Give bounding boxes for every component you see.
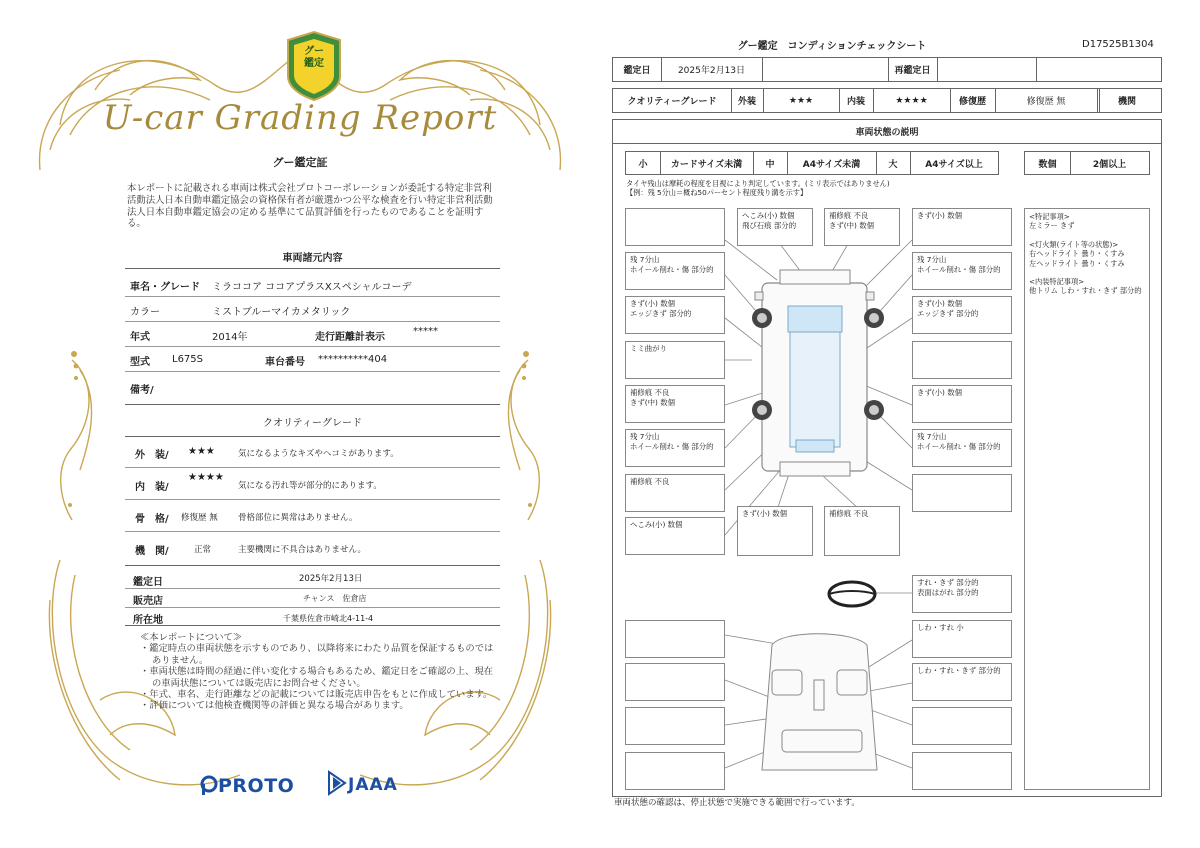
divider <box>125 268 500 269</box>
tire-label-front-right: 残 7分山 ホイール削れ・傷 部分的 <box>912 252 1012 290</box>
quality-grade-label: クオリティーグレード <box>627 97 717 107</box>
reappraisal-label: 再鑑定日 <box>894 66 931 76</box>
size-small-desc: カードサイズ未満 <box>670 159 743 170</box>
note-item: ・鑑定時点の車両状態を示すものであり、以降将来にわたり品質を保証するものではありません。 <box>140 643 494 666</box>
mileage-label: 走行距離計表示 <box>315 332 385 343</box>
frame-value: 修復歴 無 <box>181 513 218 523</box>
damage-label-front-door-left: きず(小) 数個 エッジきず 部分的 <box>625 296 725 334</box>
grade-row <box>612 88 1162 113</box>
notes-title: ≪本レポートについて≫ <box>140 632 243 643</box>
light-item: 左ヘッドライト 曇り・くすみ <box>1029 258 1125 268</box>
engine-label: 機関 <box>1117 97 1136 107</box>
exterior-stars: ★★★ <box>788 95 814 106</box>
grade-heading: クオリティーグレード <box>263 418 362 429</box>
exterior-label: 外装 <box>737 97 756 107</box>
divider <box>125 588 500 589</box>
empty-label-box <box>912 474 1012 512</box>
note-item: ・車両状態は時間の経過に伴い変化する場合もあるため、鑑定日をご確認の上、現在の車両状態については販売店にお問合せください。 <box>140 666 493 689</box>
divider <box>125 346 500 347</box>
sheet-title: グー鑑定 コンディションチェックシート <box>737 41 927 52</box>
damage-label-front-left: へこみ(小) 数個 飛び石痕 部分的 <box>737 208 813 246</box>
name-value: ミラココア ココアプラスXスペシャルコーデ <box>212 282 412 293</box>
year-value: 2014年 <box>212 332 248 343</box>
divider <box>125 371 500 372</box>
divider <box>125 296 500 297</box>
damage-label-rear-left: へこみ(小) 数個 <box>625 517 725 555</box>
jaaa-logo-icon <box>327 770 347 796</box>
proto-logo-icon <box>200 774 218 796</box>
certificate-body: 本レポートに記載される車両は株式会社プロトコーポレーションが委託する特定非営利活動法人日本自動車鑑定協会の資格保有者が厳選かつ公平な検査を行い特定非営利活動法人日本自動車鑑定協会の定める基準にて品質評価を行ったものであることを証明する。 <box>127 183 493 230</box>
divider <box>125 565 500 566</box>
appraisal-date-label: 鑑定日 <box>133 577 163 588</box>
engine-value: 正常 <box>194 545 212 555</box>
tire-label-rear-left: 残 7分山 ホイール削れ・傷 部分的 <box>625 429 725 467</box>
size-small: 小 <box>638 159 648 170</box>
count-desc: 2個以上 <box>1092 159 1127 170</box>
appraisal-date: 2025年2月13日 <box>299 574 363 584</box>
damage-label-front-right: 補修痕 不良 きず(中) 数個 <box>824 208 900 246</box>
count-label: 数個 <box>1038 159 1057 170</box>
engine-label: 機 関/ <box>135 546 169 557</box>
script-title: U-car Grading Report <box>102 98 498 138</box>
emblem-text: グー 鑑定 <box>304 46 324 69</box>
frame-desc: 骨格部位に異常はありません。 <box>238 513 358 523</box>
color-label: カラー <box>130 307 160 318</box>
note-item: ・年式、車名、走行距離などの記載については販売店申告をもとに作成しています。 <box>140 689 493 701</box>
damage-label-rear-bumper: きず(小) 数個 <box>737 506 813 556</box>
empty-label-box <box>912 707 1012 745</box>
special-notes <box>1024 208 1150 790</box>
frame-label: 骨 格/ <box>135 514 169 525</box>
exterior-label: 外 装/ <box>135 450 169 461</box>
proto-logo: PROTO <box>218 775 295 797</box>
empty-label-box <box>625 663 725 701</box>
name-label: 車名・グレード <box>130 282 200 293</box>
empty-label-box <box>625 707 725 745</box>
tire-label-front-left: 残 7分山 ホイール削れ・傷 部分的 <box>625 252 725 290</box>
dealer-name: チャンス 佐倉店 <box>303 594 367 603</box>
divider <box>125 499 500 500</box>
chassis-value: **********404 <box>318 354 388 365</box>
damage-label-rear-door-left: 補修痕 不良 きず(中) 数個 <box>625 385 725 423</box>
tire-label-rear-right: 残 7分山 ホイール削れ・傷 部分的 <box>912 429 1012 467</box>
divider <box>125 607 500 608</box>
empty-label-box <box>625 620 725 658</box>
size-large-desc: A4サイズ以上 <box>925 159 983 170</box>
repair-history-value: 修復歴 無 <box>1026 97 1066 107</box>
empty-label-box <box>625 208 725 246</box>
report-notes <box>140 632 495 712</box>
damage-label-mirror: ミミ曲がり <box>625 341 725 379</box>
damage-label-bonnet: きず(小) 数個 <box>912 208 1012 246</box>
divider <box>125 321 500 322</box>
damage-label-rear-quarter: 補修痕 不良 <box>625 474 725 512</box>
dealer-address: 千葉県佐倉市崎北4-11-4 <box>283 614 374 623</box>
year-label: 年式 <box>130 332 150 343</box>
interior-label: 内装 <box>846 97 865 107</box>
count-legend <box>1024 151 1150 175</box>
divider <box>125 625 500 626</box>
date-row <box>612 57 1162 82</box>
legend-heading: 車両状態の説明 <box>613 120 1161 144</box>
damage-label-back-door: 補修痕 不良 <box>824 506 900 556</box>
engine-value <box>1100 89 1160 112</box>
special-item: 左ミラー きず <box>1029 221 1075 231</box>
interior-label-seat: しわ・すれ 小 <box>912 620 1012 658</box>
date-label: 鑑定日 <box>623 66 651 76</box>
lights-title: <灯火類(ライト等の状態)> <box>1029 239 1119 249</box>
sheet-id: D17525B1304 <box>1082 39 1154 50</box>
light-item: 右ヘッドライト 曇り・くすみ <box>1029 249 1125 259</box>
special-title: <特記事項> <box>1029 212 1070 221</box>
exterior-stars: ★★★ <box>188 446 215 457</box>
certificate-title: グー鑑定証 <box>272 156 328 169</box>
divider <box>125 436 500 437</box>
interior-stars: ★★★★ <box>895 95 928 106</box>
interior-title: <内装特記事項> <box>1029 277 1085 287</box>
jaaa-logo: JAAA <box>348 775 398 795</box>
tire-note-1: タイヤ残山は摩耗の程度を目視により判定しています。(ミリ表示ではありません) <box>626 179 890 188</box>
interior-label-steering: すれ・きず 部分的 表面はがれ 部分的 <box>912 575 1012 613</box>
divider <box>125 467 500 468</box>
remarks-label: 備考/ <box>130 385 154 396</box>
address-label: 所在地 <box>133 615 163 626</box>
spec-heading: 車両諸元内容 <box>282 253 343 264</box>
divider <box>125 404 500 405</box>
chassis-label: 車台番号 <box>265 357 305 368</box>
exterior-desc: 気になるようなキズやヘコミがあります。 <box>238 449 399 459</box>
empty-label-box <box>912 341 1012 379</box>
model-value: L675S <box>172 354 204 365</box>
car-interior-view-icon <box>762 634 877 770</box>
mileage-value: ***** <box>413 326 438 337</box>
empty-label-box <box>625 752 725 790</box>
divider <box>125 531 500 532</box>
tire-note-2: 【例：残 5分山＝概ね50パーセント程度残り溝を示す】 <box>626 188 808 197</box>
repair-history-label: 修復歴 <box>958 97 986 107</box>
interior-stars: ★★★★ <box>188 472 224 483</box>
dealer-label: 販売店 <box>133 596 163 607</box>
car-top-view-icon <box>752 270 884 476</box>
interior-item: 他トリム しわ・すれ・きず 部分的 <box>1029 286 1142 296</box>
note-item: ・評価については他検査機関等の評価と異なる場合があります。 <box>140 700 409 712</box>
color-value: ミストブルーマイカメタリック <box>212 307 351 318</box>
model-label: 型式 <box>130 357 150 368</box>
interior-desc: 気になる汚れ等が部分的にあります。 <box>238 481 382 491</box>
interior-label: 内 装/ <box>135 482 169 493</box>
empty-label-box <box>912 752 1012 790</box>
size-large: 大 <box>888 159 898 170</box>
sheet-footer: 車両状態の確認は、停止状態で実施できる範囲で行っています。 <box>614 798 860 808</box>
interior-label-trim: しわ・すれ・きず 部分的 <box>912 663 1012 701</box>
size-medium-desc: A4サイズ未満 <box>802 159 861 170</box>
size-medium: 中 <box>765 159 775 170</box>
damage-label-front-door-right: きず(小) 数個 エッジきず 部分的 <box>912 296 1012 334</box>
size-legend <box>625 151 999 175</box>
damage-label-rear-door-right: きず(小) 数個 <box>912 385 1012 423</box>
engine-desc: 主要機関に不具合はありません。 <box>238 545 367 555</box>
steering-wheel-icon <box>829 582 875 606</box>
date-value: 2025年2月13日 <box>677 66 746 76</box>
